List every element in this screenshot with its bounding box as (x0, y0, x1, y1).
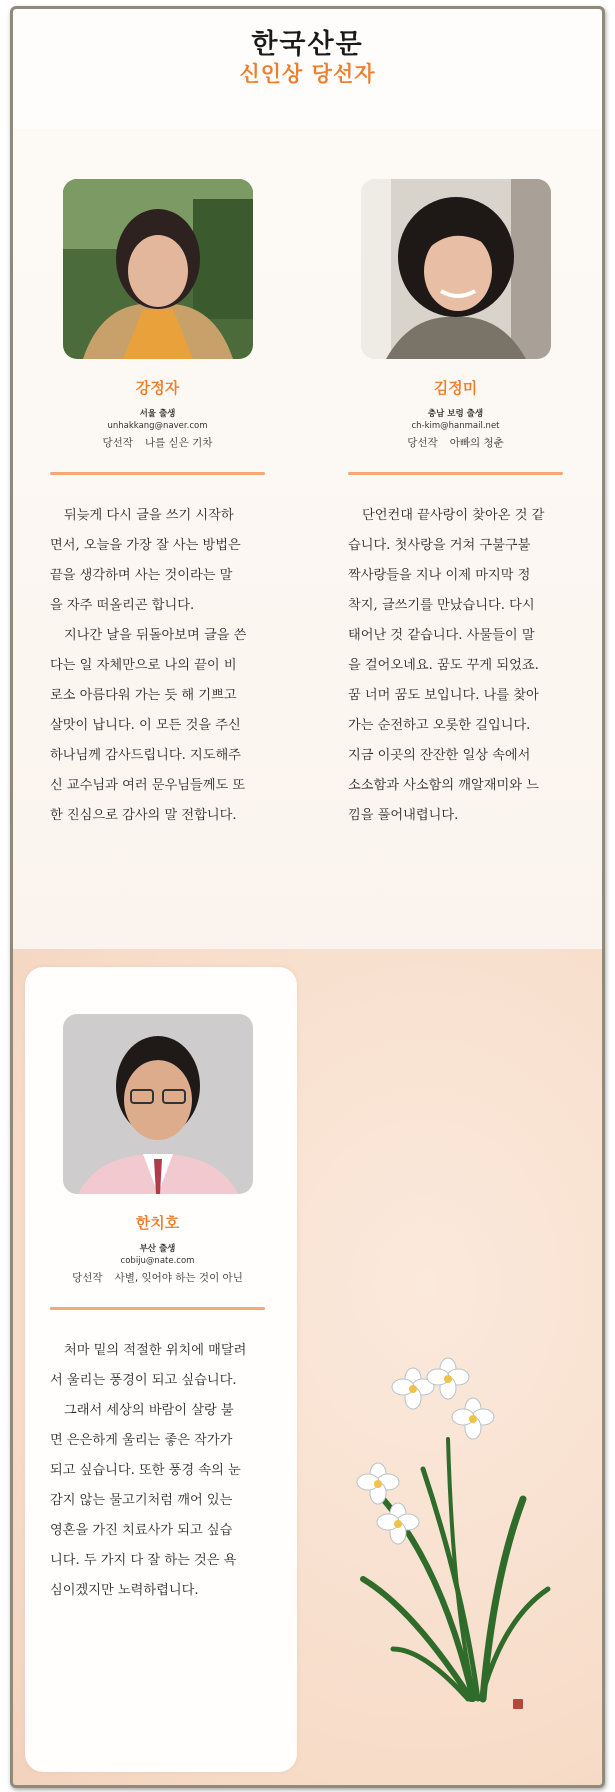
speech-paragraph: 단언컨대 끝사랑이 찾아온 것 같 습니다. 첫사랑을 거쳐 구불구불 짝사랑들을 지나 이제 마지막 정 착지, 글쓰기를 만났습니다. 다시 태어난 것 같습니다. 사물들이 말 을 걸어오네요. 꿈도 꾸게 되었죠. 꿈 너머 꿈도 보입니다. 나를 찾아 가는 순전하고 오롯한 길입니다. 지금 이곳의 잔잔한 일상 속에서 소소함과 사소함의 깨알재미와 느 낌을 풀어내렵니다. (348, 508, 545, 823)
winning-work (348, 435, 563, 450)
author-name: 김정미 (433, 379, 478, 397)
author-origin: 부산 출생 (139, 1244, 176, 1254)
speech-paragraph: 지나간 날을 뒤돌아보며 글을 쓴 다는 일 자체만으로 나의 끝이 비 로소 아름다워 가는 듯 해 기쁘고 살맛이 납니다. 이 모든 것을 주신 하나님께 감사드립니다. 지도해주 신 교수님과 여러 문우님들께도 또 한 진심으로 감사의 말 전합니다. (50, 628, 247, 823)
narcissus-illustration (353, 1349, 553, 1709)
acceptance-speech (50, 1336, 265, 1606)
winning-work (50, 435, 265, 450)
speech-paragraph: 그래서 세상의 바람이 살랑 불 면 은은하게 울리는 좋은 작가가 되고 싶습니다. 또한 풍경 속의 눈 감지 않는 물고기처럼 깨어 있는 영혼을 가진 치료사가 되고 싶습 니다. 두 가지 다 잘 하는 것은 욕 심이겠지만 노력하렵니다. (50, 1403, 241, 1598)
page-title: 한국산문 (251, 29, 364, 60)
winner-card-1 (50, 179, 265, 831)
work-label: 당선작 (72, 1272, 103, 1284)
author-name: 강정자 (135, 379, 180, 397)
section-divider (348, 472, 563, 475)
work-label: 당선작 (407, 437, 438, 449)
work-title: 사별, 잊어야 하는 것이 아닌 (114, 1272, 243, 1284)
work-title: 나를 싣은 기차 (144, 437, 213, 449)
winner-card-3 (50, 1014, 265, 1606)
section-divider (50, 1307, 265, 1310)
artist-seal (513, 1699, 523, 1709)
winner-card-2 (348, 179, 563, 831)
section-divider (50, 472, 265, 475)
author-photo (361, 179, 551, 359)
author-email: unhakkang@naver.com (107, 421, 208, 431)
acceptance-speech (348, 501, 563, 831)
work-label: 당선작 (102, 437, 133, 449)
speech-paragraph: 뒤늦게 다시 글을 쓰기 시작하 면서, 오늘을 가장 잘 사는 방법은 끝을 생각하며 사는 것이라는 말 을 자주 떠올리곤 합니다. (50, 508, 241, 613)
author-photo (63, 179, 253, 359)
author-photo (63, 1014, 253, 1194)
work-title: 아빠의 청춘 (449, 437, 504, 449)
author-email: ch-kim@hanmail.net (411, 421, 500, 431)
speech-paragraph: 처마 밑의 적절한 위치에 매달려 서 울리는 풍경이 되고 싶습니다. (50, 1343, 247, 1388)
author-origin: 충남 보령 출생 (427, 409, 484, 419)
author-email: cobiju@nate.com (120, 1256, 195, 1266)
acceptance-speech (50, 501, 265, 831)
author-origin: 서울 출생 (139, 409, 176, 419)
author-name: 한치호 (135, 1214, 180, 1232)
page-frame (10, 6, 605, 1788)
page-subtitle: 신인상 당선자 (239, 62, 376, 86)
page-header (13, 29, 602, 87)
winning-work (50, 1270, 265, 1285)
